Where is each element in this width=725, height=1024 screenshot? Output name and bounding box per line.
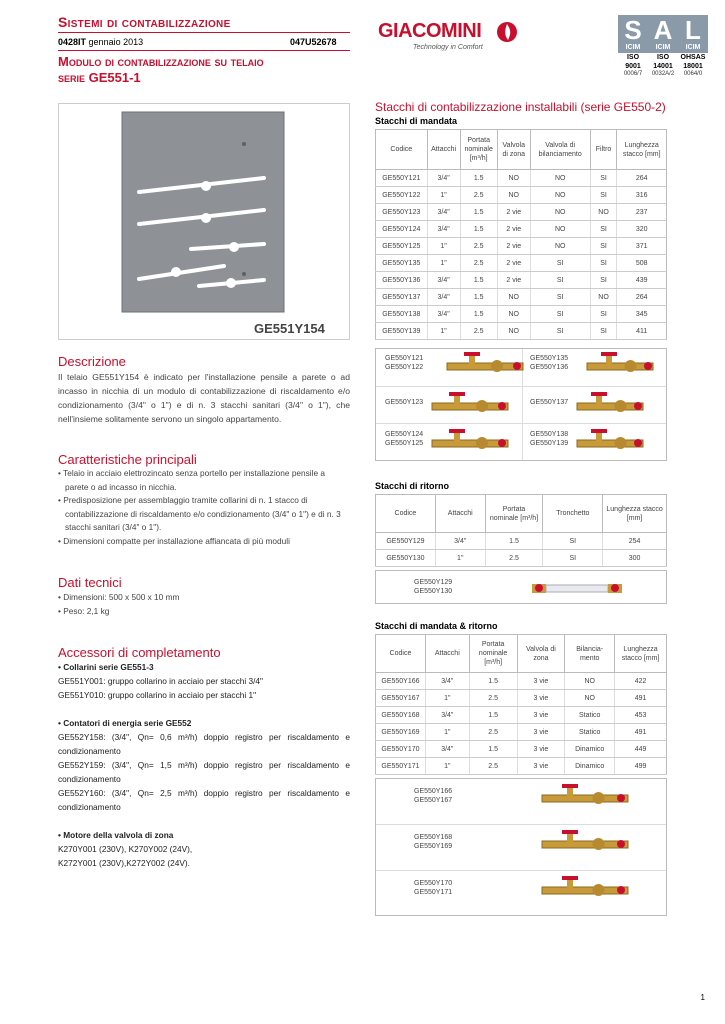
table-cell: 1.5 [460, 272, 497, 289]
image-codes: GE550Y123 [385, 399, 424, 406]
cert-iso-14001: A ICIM ISO 14001 0032A/2 [648, 15, 678, 78]
table-cell: SI [530, 323, 590, 340]
table-cell: 3 vie [517, 741, 565, 758]
table-cell: 320 [617, 221, 667, 238]
valve-assembly-image [540, 783, 630, 809]
col-header: Lunghezza stacco [mm] [617, 130, 667, 170]
table-cell: SI [590, 255, 617, 272]
valve-assembly-image [540, 829, 630, 855]
cert-letter-a: A ICIM [648, 15, 678, 53]
doc-date: gennaio 2013 [88, 37, 144, 47]
table-cell: GE550Y125 [376, 238, 428, 255]
cert-letter-s: S ICIM [618, 15, 648, 53]
col-header: Lunghezza stacco [mm] [615, 635, 667, 673]
table-cell: 1" [427, 255, 460, 272]
list-item: • Dimensioni compatte per installazione affiancata di più moduli [58, 535, 290, 546]
image-codes: GE550Y137 [530, 399, 569, 406]
table-cell: SI [590, 272, 617, 289]
table-cell: NO [497, 187, 530, 204]
table-cell: NO [530, 221, 590, 238]
table-cell: NO [565, 673, 615, 690]
mandata-ritorno-table-label: Stacchi di mandata & ritorno [375, 621, 498, 631]
accessory-item: GE551Y001: gruppo collarino in acciaio per stacchi 3/4" [58, 676, 263, 686]
table-cell: GE550Y170 [376, 741, 426, 758]
table-cell: 371 [617, 238, 667, 255]
stacchi-heading: Stacchi di contabilizzazione installabili (serie GE550-2) [375, 100, 666, 114]
table-cell: 1" [425, 690, 469, 707]
accessori-heading: Accessori di completamento [58, 645, 221, 660]
valve-assembly-image [430, 428, 510, 454]
table-cell: Dinamico [565, 741, 615, 758]
table-cell: NO [530, 187, 590, 204]
list-item: • Peso: 2,1 kg [58, 605, 110, 616]
table-cell: 453 [615, 707, 667, 724]
image-codes: GE550Y121 GE550Y122 [385, 355, 424, 371]
col-header: Codice [376, 130, 428, 170]
table-cell: SI [590, 306, 617, 323]
list-item: • Telaio in acciaio elettrozincato senza portello per installazione pensile a parete o ad incasso in nicchia. [58, 468, 326, 492]
image-codes: GE550Y135 GE550Y136 [530, 355, 569, 371]
descrizione-text: Il telaio GE551Y154 è indicato per l'installazione pensile a parete o ad incasso in nicchia di un modulo di contabilizzazione di riscaldamento e/o condizionamento (3/4" o 1") e di n. 3 stacchi sanitari (3/4" o 1"), che nell'insieme solitamente servono un singolo appartamento. [58, 372, 350, 424]
table-cell: 254 [603, 533, 667, 550]
table-row [376, 323, 667, 340]
ritorno-pipe-image [530, 578, 625, 598]
table-row [376, 673, 667, 690]
valve-image-wrap [540, 829, 630, 860]
mandata-table [375, 129, 667, 340]
table-cell: SI [590, 238, 617, 255]
col-header: Valvola di zona [517, 635, 565, 673]
table-cell: NO [530, 170, 590, 187]
table-cell: SI [530, 272, 590, 289]
col-header: Codice [376, 495, 436, 533]
table-cell: 491 [615, 690, 667, 707]
table-cell: 449 [615, 741, 667, 758]
table-cell: 1.5 [460, 204, 497, 221]
table-cell: 3 vie [517, 707, 565, 724]
col-header: Portata nominale [m³/h] [485, 495, 543, 533]
col-header: Codice [376, 635, 426, 673]
col-header: Attacchi [435, 495, 485, 533]
valve-image-wrap [430, 391, 510, 422]
valve-assembly-image [445, 351, 525, 377]
product-title-line-1: Modulo di contabilizzazione su telaio [58, 54, 264, 69]
logo-wordmark: GIACOMINI [378, 20, 482, 42]
ritorno-table [375, 494, 667, 567]
valve-image-wrap [575, 428, 645, 459]
table-cell: GE550Y171 [376, 758, 426, 775]
dati-tecnici-heading: Dati tecnici [58, 575, 122, 590]
brand-logo [378, 20, 520, 50]
col-header: Attacchi [425, 635, 469, 673]
logo-tagline: Technology in Comfort [413, 44, 483, 51]
valve-image-wrap [430, 428, 510, 459]
table-cell: GE550Y123 [376, 204, 428, 221]
table-cell: 2.5 [460, 187, 497, 204]
table-cell: 491 [615, 724, 667, 741]
table-cell: 1.5 [460, 170, 497, 187]
mandata-table-label: Stacchi di mandata [375, 116, 458, 126]
accessori-content [58, 660, 350, 884]
accessory-item: K272Y001 (230V),K272Y002 (24V). [58, 858, 190, 868]
table-cell: GE550Y121 [376, 170, 428, 187]
dati-tecnici-list [58, 591, 350, 618]
table-cell: SI [590, 323, 617, 340]
table-cell: 3/4" [427, 221, 460, 238]
col-header: Portata nominale [m³/h] [469, 635, 517, 673]
table-cell: Statico [565, 724, 615, 741]
valve-image-wrap [445, 351, 525, 382]
table-cell: Statico [565, 707, 615, 724]
table-cell: 2 vie [497, 238, 530, 255]
table-cell: NO [497, 289, 530, 306]
table-cell: SI [590, 170, 617, 187]
table-cell: 3 vie [517, 758, 565, 775]
table-row [376, 204, 667, 221]
table-cell: GE550Y130 [376, 550, 436, 567]
table-row [376, 221, 667, 238]
table-cell: NO [497, 306, 530, 323]
valve-assembly-image [575, 391, 645, 417]
table-cell: 1.5 [460, 289, 497, 306]
table-cell: 3/4" [425, 707, 469, 724]
table-cell: NO [530, 204, 590, 221]
table-cell: GE550Y168 [376, 707, 426, 724]
table-cell: 3 vie [517, 673, 565, 690]
header-rule-2 [58, 50, 350, 51]
doc-code: 0428IT [58, 37, 87, 47]
table-cell: GE550Y136 [376, 272, 428, 289]
table-cell: 499 [615, 758, 667, 775]
table-cell: NO [497, 323, 530, 340]
table-cell: 1.5 [485, 533, 543, 550]
mandata-ritorno-table [375, 634, 667, 775]
table-cell: 316 [617, 187, 667, 204]
table-row [376, 724, 667, 741]
table-row [376, 707, 667, 724]
table-cell: 1" [427, 238, 460, 255]
motore-heading: • Motore della valvola di zona [58, 830, 174, 840]
table-cell: 2 vie [497, 272, 530, 289]
valve-assembly-image [540, 875, 630, 901]
collarini-heading: • Collarini serie GE551-3 [58, 662, 154, 672]
table-cell: 2.5 [469, 724, 517, 741]
image-codes: GE550Y166 GE550Y167 [414, 788, 453, 804]
table-cell: GE550Y135 [376, 255, 428, 272]
list-item: • Predisposizione per assemblaggio tramite collarini di n. 1 stacco di contabilizzazione di riscaldamento e/o condizionamento (3/4" o 1") e di n. 3 stacchi sanitari (3/4" o 1"). [58, 495, 341, 532]
table-cell: 422 [615, 673, 667, 690]
table-cell: 1.5 [469, 673, 517, 690]
table-cell: 2.5 [460, 323, 497, 340]
table-cell: 439 [617, 272, 667, 289]
table-row [376, 741, 667, 758]
table-cell: NO [565, 690, 615, 707]
table-row [376, 550, 667, 567]
table-cell: GE550Y122 [376, 187, 428, 204]
table-cell: 1.5 [469, 741, 517, 758]
valve-assembly-image [575, 428, 645, 454]
table-cell: 2.5 [485, 550, 543, 567]
col-header: Portata nominale [m³/h] [460, 130, 497, 170]
table-cell: GE550Y124 [376, 221, 428, 238]
valve-assembly-image [430, 391, 510, 417]
table-cell: SI [543, 533, 603, 550]
list-item: • Dimensioni: 500 x 500 x 10 mm [58, 592, 180, 602]
table-cell: 264 [617, 170, 667, 187]
table-cell: 411 [617, 323, 667, 340]
table-cell: GE550Y129 [376, 533, 436, 550]
table-cell: SI [530, 255, 590, 272]
image-codes: GE550Y138 GE550Y139 [530, 431, 569, 447]
table-cell: SI [543, 550, 603, 567]
table-cell: 508 [617, 255, 667, 272]
table-cell: GE550Y137 [376, 289, 428, 306]
table-cell: GE550Y167 [376, 690, 426, 707]
contatori-heading: • Contatori di energia serie GE552 [58, 718, 192, 728]
table-cell: SI [530, 289, 590, 306]
col-header: Lunghezza stacco [mm] [603, 495, 667, 533]
table-cell: SI [590, 187, 617, 204]
col-header: Bilancia-mento [565, 635, 615, 673]
col-header: Filtro [590, 130, 617, 170]
table-cell: 2.5 [460, 238, 497, 255]
valve-assembly-image [585, 351, 655, 377]
caratteristiche-heading: Caratteristiche principali [58, 452, 197, 467]
table-cell: 1" [425, 758, 469, 775]
caratteristiche-list [58, 467, 350, 548]
table-row [376, 306, 667, 323]
cert-iso-9001: S ICIM ISO 9001 0006/7 [618, 15, 648, 78]
table-row [376, 758, 667, 775]
table-cell: NO [590, 289, 617, 306]
table-cell: 1" [425, 724, 469, 741]
table-cell: 3/4" [427, 204, 460, 221]
image-codes: GE550Y168 GE550Y169 [414, 834, 453, 850]
image-codes: GE550Y170 GE550Y171 [414, 880, 453, 896]
accessory-item: GE552Y159: (3/4", Qn= 1,5 m³/h) doppio registro per riscaldamento e condizionamento [58, 760, 350, 784]
col-header: Attacchi [427, 130, 460, 170]
table-cell: 1" [427, 187, 460, 204]
table-cell: Dinamico [565, 758, 615, 775]
table-row [376, 533, 667, 550]
header-rule [58, 32, 350, 33]
table-cell: 2.5 [460, 255, 497, 272]
table-cell: 1.5 [469, 707, 517, 724]
table-cell: 1.5 [460, 306, 497, 323]
table-cell: 1" [435, 550, 485, 567]
table-row [376, 238, 667, 255]
accessory-item: GE552Y160: (3/4", Qn= 2,5 m³/h) doppio registro per riscaldamento e condizionamento [58, 788, 350, 812]
table-cell: 3/4" [435, 533, 485, 550]
table-cell: 300 [603, 550, 667, 567]
table-cell: SI [590, 221, 617, 238]
table-cell: 264 [617, 289, 667, 306]
valve-image-wrap [585, 351, 655, 382]
col-header: Valvola di zona [497, 130, 530, 170]
page-number: 1 [700, 993, 705, 1002]
doc-category-title: Sistemi di contabilizzazione [58, 14, 231, 30]
table-cell: NO [590, 204, 617, 221]
descrizione-heading: Descrizione [58, 354, 126, 369]
doc-number: 047U52678 [290, 37, 337, 47]
table-row [376, 690, 667, 707]
table-row [376, 272, 667, 289]
col-header: Valvola di bilanciamento [530, 130, 590, 170]
table-cell: 3/4" [427, 272, 460, 289]
product-code-label: GE551Y154 [254, 321, 325, 336]
product-title-line-2: serie GE551-1 [58, 70, 141, 85]
table-cell: 3/4" [425, 741, 469, 758]
cert-letter-l: L ICIM [678, 15, 708, 53]
valve-image-wrap [540, 875, 630, 906]
table-cell: 2.5 [469, 690, 517, 707]
table-cell: 2 vie [497, 204, 530, 221]
flame-icon [496, 20, 518, 44]
table-cell: GE550Y169 [376, 724, 426, 741]
accessory-item: GE552Y158: (3/4", Qn= 0,6 m³/h) doppio registro per riscaldamento e condizionamento [58, 732, 350, 756]
table-cell: 3/4" [425, 673, 469, 690]
table-cell: 3 vie [517, 690, 565, 707]
table-row [376, 289, 667, 306]
frame-panel-image [59, 104, 349, 339]
product-title [58, 54, 358, 86]
accessory-item: GE551Y010: gruppo collarino in acciaio per stacchi 1" [58, 690, 257, 700]
doc-code-date [58, 37, 143, 47]
table-row [376, 255, 667, 272]
table-row [376, 170, 667, 187]
ritorno-table-label: Stacchi di ritorno [375, 481, 450, 491]
ritorno-image-codes: GE550Y129 GE550Y130 [414, 579, 453, 595]
table-cell: 2.5 [469, 758, 517, 775]
accessory-item: K270Y001 (230V), K270Y002 (24V), [58, 844, 193, 854]
col-header: Tronchetto [543, 495, 603, 533]
product-image-frame [58, 103, 350, 340]
table-cell: 3/4" [427, 170, 460, 187]
table-cell: 3/4" [427, 306, 460, 323]
table-cell: NO [530, 238, 590, 255]
table-cell: GE550Y138 [376, 306, 428, 323]
table-cell: GE550Y166 [376, 673, 426, 690]
table-cell: 345 [617, 306, 667, 323]
table-row [376, 187, 667, 204]
table-cell: 3/4" [427, 289, 460, 306]
table-cell: GE550Y139 [376, 323, 428, 340]
table-cell: 2 vie [497, 255, 530, 272]
table-cell: 1" [427, 323, 460, 340]
table-cell: 237 [617, 204, 667, 221]
cert-ohsas-18001: L ICIM OHSAS 18001 0064/0 [678, 15, 708, 78]
table-cell: 3 vie [517, 724, 565, 741]
table-cell: 2 vie [497, 221, 530, 238]
table-cell: 1.5 [460, 221, 497, 238]
table-cell: SI [530, 306, 590, 323]
image-codes: GE550Y124 GE550Y125 [385, 431, 424, 447]
table-cell: NO [497, 170, 530, 187]
valve-image-wrap [575, 391, 645, 422]
valve-image-wrap [540, 783, 630, 814]
